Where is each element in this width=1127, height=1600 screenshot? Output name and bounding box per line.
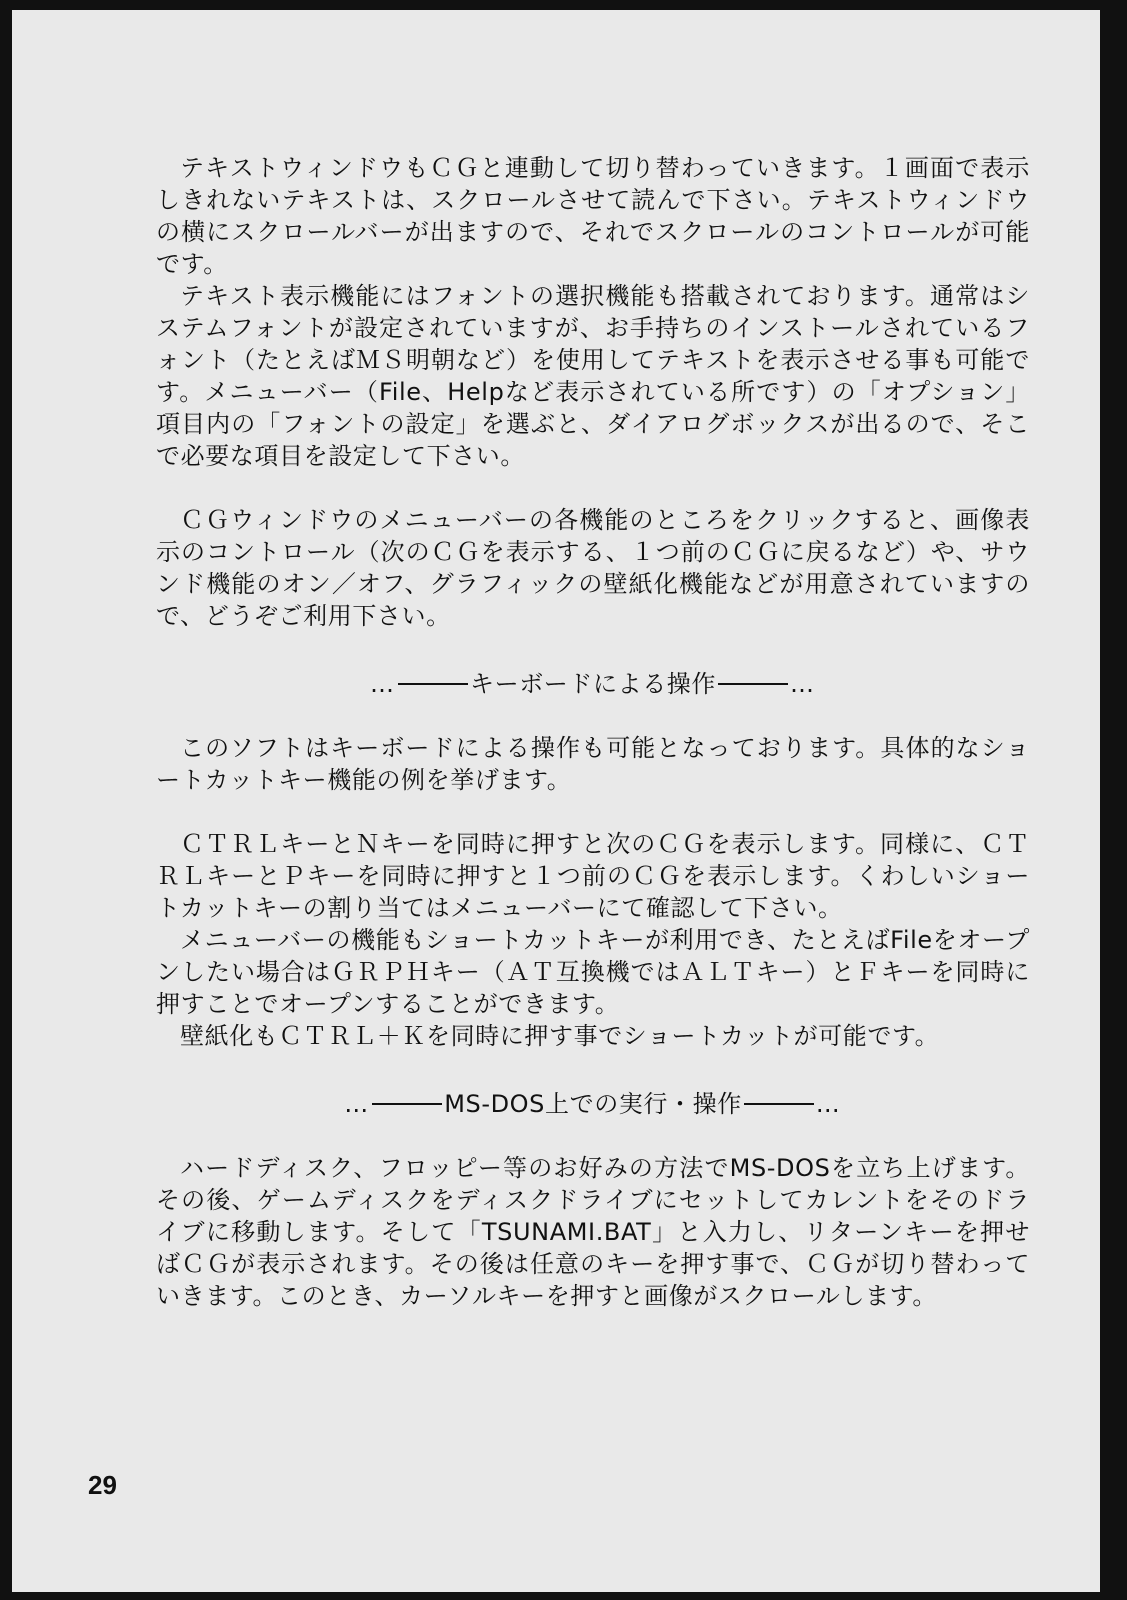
paragraph-menu-shortcuts: メニューバーの機能もショートカットキーが利用でき、たとえばFileをオープンしたい場合はＧＲＰＨキー（ＡＴ互換機ではＡＬＴキー）とＦキーを同時に押すことでオープンすることができます。	[156, 926, 1030, 1018]
page-number: 29	[88, 1470, 117, 1500]
document-page	[12, 10, 1100, 1592]
heading-rule-right	[744, 1103, 814, 1105]
heading-dots-left: …	[370, 670, 396, 698]
paragraph-cg-window-menu: ＣＧウィンドウのメニューバーの各機能のところをクリックすると、画像表示のコントロール（次のＣＧを表示する、１つ前のＣＧに戻るなど）や、サウンド機能のオン／オフ、グラフィックの壁紙化機能などが用意されていますので、どうぞご利用下さい。	[156, 506, 1030, 630]
heading-dots-right: …	[815, 1090, 842, 1118]
heading-rule-left	[398, 683, 468, 685]
body-text	[156, 152, 1030, 1312]
paragraph-text-window: テキストウィンドウもＣＧと連動して切り替わっていきます。１画面で表示しきれないテキストは、スクロールさせて読んで下さい。テキストウィンドウの横にスクロールバーが出ますので、それでスクロールのコントロールが可能です。	[156, 154, 1030, 278]
heading-rule-right	[718, 683, 788, 685]
heading-dots-right: …	[790, 670, 816, 698]
heading-dots-left: …	[344, 1090, 371, 1118]
paragraph-msdos-instructions: ハードディスク、フロッピー等のお好みの方法でMS-DOSを立ち上げます。その後、ゲームディスクをディスクドライブにセットしてカレントをそのドライブに移動します。そして「TSUNAMI.BAT」と入力し、リターンキーを押せばＣＧが表示されます。その後は任意のキーを押す事で、ＣＧが切り替わっていきます。このとき、カーソルキーを押すと画像がスクロールします。	[156, 1154, 1030, 1310]
heading-title-msdos: MS-DOS上での実行・操作	[444, 1090, 742, 1118]
heading-rule-left	[372, 1103, 442, 1105]
paragraph-keyboard-intro: このソフトはキーボードによる操作も可能となっております。具体的なショートカットキー機能の例を挙げます。	[156, 734, 1030, 794]
paragraph-font-selection: テキスト表示機能にはフォントの選択機能も搭載されております。通常はシステムフォントが設定されていますが、お手持ちのインストールされているフォント（たとえばＭＳ明朝など）を使用してテキストを表示させる事も可能です。メニューバー（File、Helpなど表示されている所です）の「オプション」項目内の「フォントの設定」を選ぶと、ダイアログボックスが出るので、そこで必要な項目を設定して下さい。	[156, 282, 1030, 470]
section-heading-keyboard	[156, 668, 1030, 700]
paragraph-ctrl-shortcuts: ＣＴＲＬキーとＮキーを同時に押すと次のＣＧを表示します。同様に、ＣＴＲＬキーとＰキーを同時に押すと１つ前のＣＧを表示します。くわしいショートカットキーの割り当てはメニューバーにて確認して下さい。	[156, 830, 1030, 922]
section-heading-msdos	[156, 1088, 1030, 1120]
heading-title-keyboard: キーボードによる操作	[470, 670, 716, 698]
paragraph-wallpaper-shortcut: 壁紙化もＣＴＲＬ＋Ｋを同時に押す事でショートカットが可能です。	[180, 1022, 940, 1050]
